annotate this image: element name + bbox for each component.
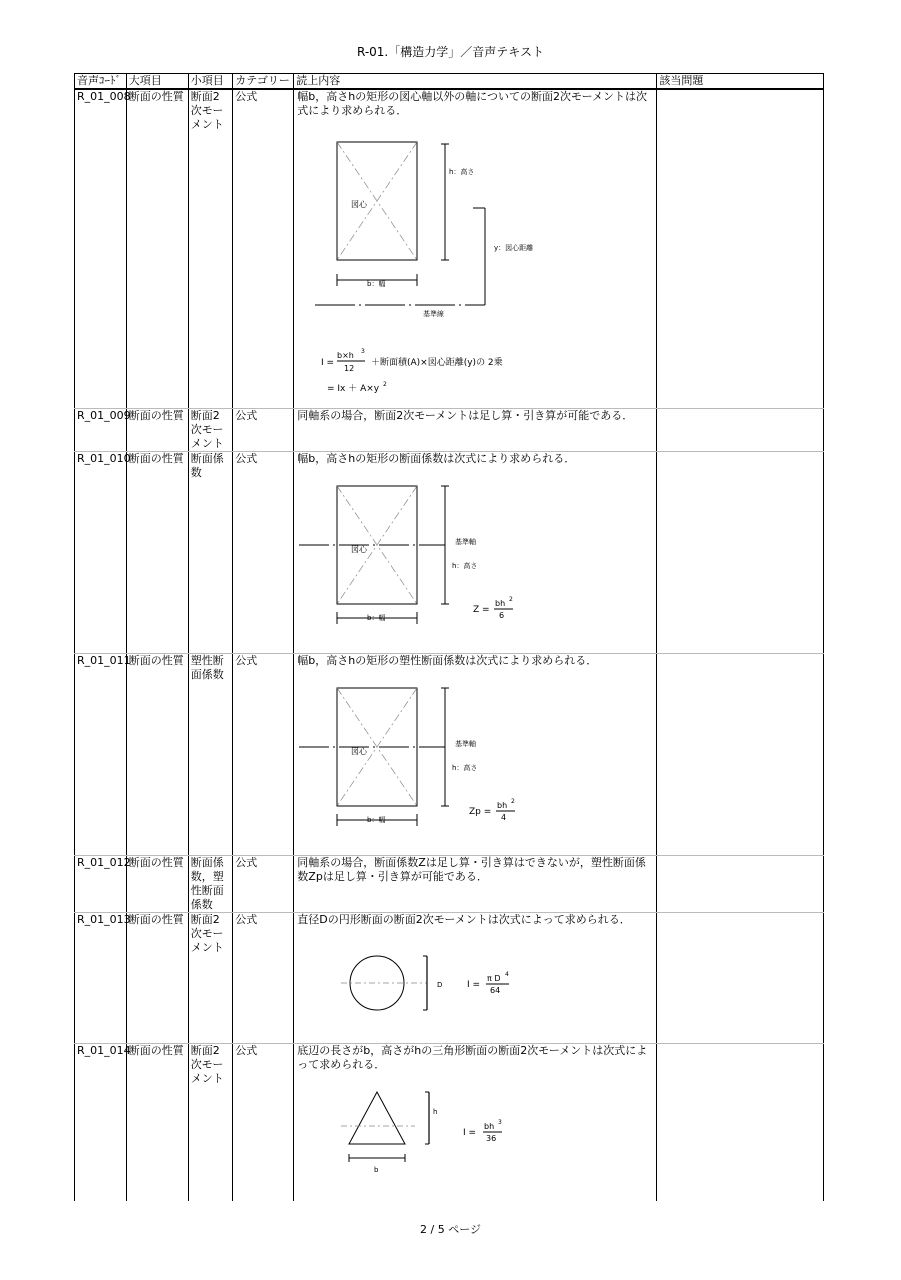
table-row [75, 408, 824, 451]
cell-code: R_01_014 [75, 1043, 127, 1201]
centroid-label: 図心 [351, 544, 368, 554]
formula-remainder: ＋断面積(A)×図心距離(y)の 2乗 [371, 358, 503, 368]
centroid-label: 図心 [351, 746, 368, 756]
cell-code: R_01_012 [75, 855, 127, 912]
formula-denominator: 64 [490, 985, 501, 995]
formula-numerator: b×h [337, 351, 355, 360]
cell-minor: 断面係数 [188, 451, 232, 653]
header-related: 該当問題 [657, 74, 824, 90]
header-major: 大項目 [126, 74, 188, 90]
cell-content: 同軸系の場合，断面2次モーメントは足し算・引き算が可能である． [294, 408, 657, 451]
cell-code: R_01_009 [75, 408, 127, 451]
formula-denominator: 12 [344, 364, 355, 373]
cell-major: 断面の性質 [126, 1043, 188, 1201]
axis-label: 基準軸 [455, 739, 477, 748]
cell-minor: 断面2次モーメント [188, 1043, 232, 1201]
content-text: 幅b，高さhの矩形の塑性断面係数は次式により求められる． [297, 653, 598, 667]
formula-numerator: bh [484, 1121, 495, 1131]
table-row [75, 855, 824, 912]
cell-minor: 断面2次モーメント [188, 89, 232, 408]
header-minor: 小項目 [188, 74, 232, 90]
formula-exponent: 2 [511, 797, 516, 805]
formula-lhs: I = [321, 358, 335, 368]
cell-major: 断面の性質 [126, 451, 188, 653]
content-text: 底辺の長さがb，高さがhの三角形断面の断面2次モーメントは次式によって求められる． [297, 1043, 648, 1071]
formula-denominator: 4 [501, 812, 507, 822]
diameter-label: D [437, 980, 443, 989]
page-footer: 2 / 5 ページ [420, 1223, 481, 1236]
page-title: R-01.「構造力学」／音声テキスト [356, 45, 545, 59]
width-label: b：幅 [367, 815, 386, 824]
formula-lhs: I = [467, 979, 481, 990]
content-text: 直径Dの円形断面の断面2次モーメントは次式によって求められる． [297, 912, 631, 926]
circle-section-diagram [297, 931, 642, 1031]
cell-content [294, 653, 657, 855]
centroid-label: 図心 [351, 200, 368, 209]
cell-code: R_01_011 [75, 653, 127, 855]
table-row [75, 653, 824, 855]
formula-lhs: Zp = [469, 806, 492, 817]
cell-major: 断面の性質 [126, 89, 188, 408]
cell-related [657, 653, 824, 855]
cell-major: 断面の性質 [126, 912, 188, 1043]
cell-content [294, 89, 657, 408]
cell-minor: 断面2次モーメント [188, 912, 232, 1043]
formula-second-line: = Ix ＋ A×y [327, 384, 380, 394]
table-row [75, 1043, 824, 1201]
rect-offset-axis-diagram [297, 122, 642, 402]
height-label: h：高さ [452, 561, 478, 570]
formula-exponent: 3 [498, 1118, 503, 1126]
formula-exponent: 3 [361, 348, 366, 355]
table-row [75, 89, 824, 408]
header-code: 音声ｺｰﾄﾞ [75, 74, 127, 90]
table-row [75, 912, 824, 1043]
table-row [75, 451, 824, 653]
height-label: h：高さ [452, 763, 478, 772]
cell-major: 断面の性質 [126, 653, 188, 855]
cell-category: 公式 [233, 855, 294, 912]
cell-minor: 塑性断面係数 [188, 653, 232, 855]
formula-numerator: π D [487, 973, 501, 983]
formula-lhs: Z = [473, 604, 490, 615]
cell-category: 公式 [233, 1043, 294, 1201]
cell-related [657, 1043, 824, 1201]
base-line-label: 基準線 [423, 310, 445, 318]
axis-label: 基準軸 [455, 537, 477, 546]
base-label: b [374, 1165, 379, 1174]
formula-second-exponent: 2 [383, 381, 388, 388]
cell-minor: 断面係数，塑性断面係数 [188, 855, 232, 912]
cell-related [657, 408, 824, 451]
cell-related [657, 912, 824, 1043]
rect-section-modulus-diagram [297, 470, 642, 640]
cell-major: 断面の性質 [126, 408, 188, 451]
formula-numerator: bh [495, 598, 506, 608]
cell-related [657, 855, 824, 912]
cell-content [294, 1043, 657, 1201]
width-label: b：幅 [367, 280, 386, 288]
header-category: カテゴリー [233, 74, 294, 90]
cell-minor: 断面2次モーメント [188, 408, 232, 451]
height-label: h：高さ [449, 168, 475, 176]
cell-code: R_01_013 [75, 912, 127, 1043]
cell-category: 公式 [233, 451, 294, 653]
cell-related [657, 451, 824, 653]
content-text: 幅b，高さhの矩形の図心軸以外の軸についての断面2次モーメントは次式により求められる． [297, 90, 648, 117]
width-label: b：幅 [367, 613, 386, 622]
cell-category: 公式 [233, 89, 294, 408]
cell-content [294, 451, 657, 653]
audio-text-table [74, 73, 824, 1201]
formula-denominator: 6 [499, 610, 505, 620]
triangle-section-diagram [297, 1076, 642, 1186]
cell-major: 断面の性質 [126, 855, 188, 912]
formula-lhs: I = [463, 1127, 477, 1138]
formula-exponent: 2 [509, 595, 514, 603]
rect-plastic-modulus-diagram [297, 672, 642, 842]
cell-content: 同軸系の場合，断面係数Zは足し算・引き算はできないが，塑性断面係数Zpは足し算・引き算が可能である． [294, 855, 657, 912]
formula-denominator: 36 [486, 1133, 497, 1143]
formula-numerator: bh [497, 800, 508, 810]
cell-category: 公式 [233, 408, 294, 451]
cell-code: R_01_008 [75, 89, 127, 408]
cell-related [657, 89, 824, 408]
height-label: h [433, 1107, 438, 1116]
formula-exponent: 4 [505, 970, 510, 978]
centroid-distance-label: y：図心距離 [494, 244, 534, 252]
cell-code: R_01_010 [75, 451, 127, 653]
content-text: 幅b，高さhの矩形の断面係数は次式により求められる． [297, 451, 576, 465]
cell-category: 公式 [233, 653, 294, 855]
header-content: 読上内容 [294, 74, 657, 90]
table-header-row [75, 74, 824, 90]
cell-category: 公式 [233, 912, 294, 1043]
cell-content [294, 912, 657, 1043]
